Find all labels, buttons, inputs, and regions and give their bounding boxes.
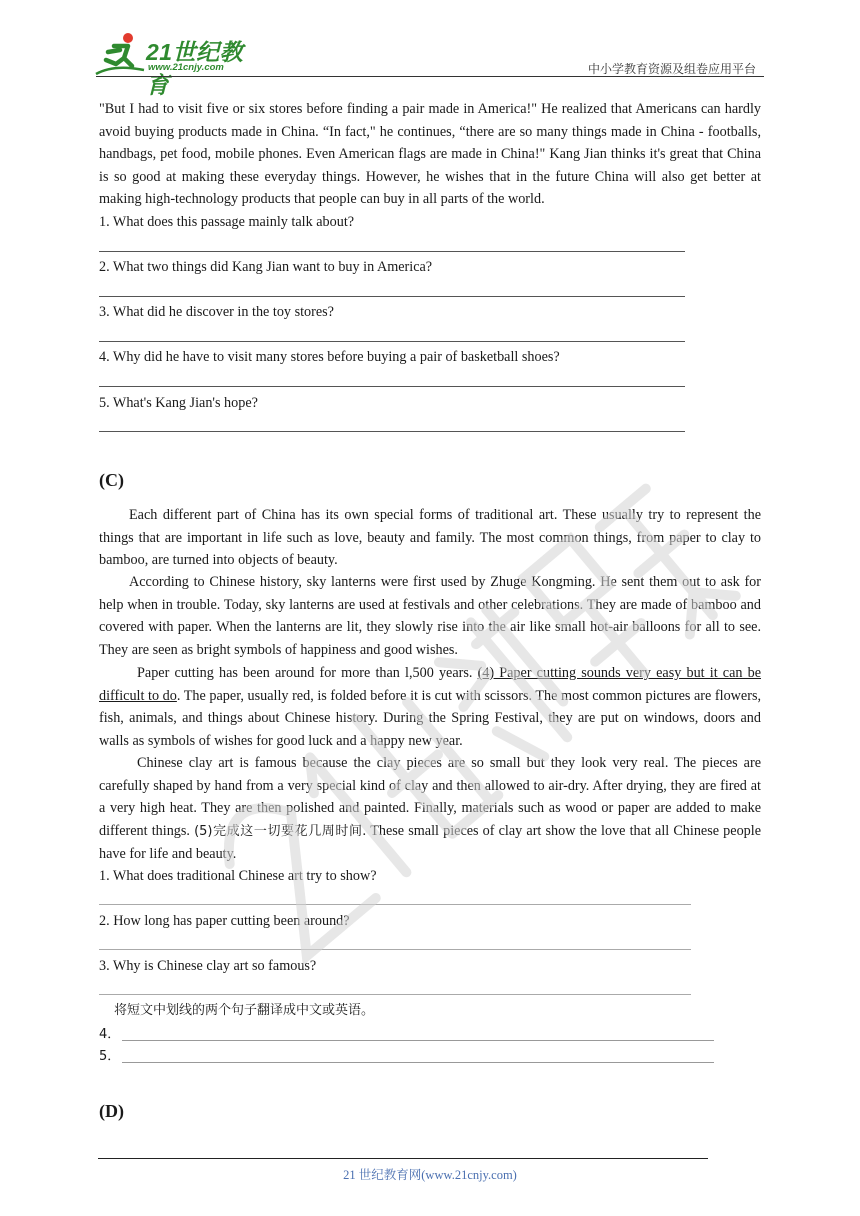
translation-instruction: 将短文中划线的两个句子翻译成中文或英语。 xyxy=(114,1003,375,1018)
question-b4: 4. Why did he have to visit many stores before buying a pair of basketball shoes? xyxy=(99,349,560,365)
answer-line-c1[interactable] xyxy=(99,904,691,905)
question-b5: 5. What's Kang Jian's hope? xyxy=(99,395,258,411)
question-c2: 2. How long has paper cutting been around? xyxy=(99,913,350,929)
question-c1: 1. What does traditional Chinese art try to show? xyxy=(99,868,377,884)
translation-label-5: 5． xyxy=(99,1049,121,1064)
translation-line-4[interactable] xyxy=(122,1040,714,1041)
answer-line-b3[interactable] xyxy=(99,341,685,342)
answer-line-c3[interactable] xyxy=(99,994,691,995)
logo-url: www.21cnjy.com xyxy=(148,62,224,73)
p3-text-start: Paper cutting has been around for more than l,500 years. xyxy=(137,665,478,681)
question-b2: 2. What two things did Kang Jian want to buy in America? xyxy=(99,259,433,275)
translation-line-5[interactable] xyxy=(122,1062,714,1063)
p3-text-end: . The paper, usually red, is folded before it is cut with scissors. The most common pictures are flowers, fish, animals, and things about Chinese history. During the Spring Festival, they are put on windows, doors and walls as symbols of wishes for good luck and a happy new year. xyxy=(99,687,762,749)
chinese-sentence-5: (5)完成这一切要花几周时间 xyxy=(194,823,363,839)
footer-text: 21 世纪教育网(www.21cnjy.com) xyxy=(343,1168,517,1182)
footer-divider xyxy=(98,1158,708,1159)
section-heading-d: (D) xyxy=(99,1101,124,1121)
question-b3: 3. What did he discover in the toy stores? xyxy=(99,304,334,320)
section-heading-c: (C) xyxy=(99,470,124,490)
question-c3: 3. Why is Chinese clay art so famous? xyxy=(99,958,317,974)
answer-line-b5[interactable] xyxy=(99,431,685,432)
passage-c-paragraph-1: Each different part of China has its own special forms of traditional art. These usually try to represent the things that are important in life such as love, beauty and family. The most common things, from paper to clay to bamboo, are turned into objects of beauty. xyxy=(99,507,761,569)
logo-text: 21世纪教育 xyxy=(146,39,244,98)
underlined-sentence-4: (4) Paper cutting sounds very easy but it can be difficult to do xyxy=(99,665,761,704)
passage-c-paragraph-2: According to Chinese history, sky lanterns were first used by Zhuge Kongming. He sent them out to ask for help when in trouble. Today, sky lanterns are used at festivals and other celebrations. They are made of bamboo and covered with paper. When the lanterns are lit, they slowly rise into the air like small hot-air balloons for all to see. They are seen as bright symbols of happiness and good wishes. xyxy=(99,574,761,658)
platform-title: 中小学教育资源及组卷应用平台 xyxy=(587,62,756,76)
passage-b-paragraph: "But I had to visit five or six stores before finding a pair made in America!" He realized that Americans can hardly avoid buying products made in China. “In fact," he continues, “there are so many things made in China - footballs, handbags, pet food, mobile phones. Even American flags are made in China!" Kang Jian thinks it's great that China is so good at making these everyday things. However, he wishes that in the future China will also get better at making high-technology products that people can buy in all parts of the world. xyxy=(99,101,761,208)
header-divider xyxy=(96,76,764,77)
p4-text-start: Chinese clay art is famous because the clay pieces are so small but they look very real. The pieces are carefully shaped by hand from a very special kind of clay and then allowed to air-dry. After drying, they are fired at a very high heat. They are then polished and painted. Finally, materials such as wood or paper are added to make different things. xyxy=(99,755,761,839)
answer-line-b2[interactable] xyxy=(99,296,685,297)
passage-c-paragraph-3 xyxy=(99,662,761,752)
question-b1: 1. What does this passage mainly talk about? xyxy=(99,214,355,230)
answer-line-c2[interactable] xyxy=(99,949,691,950)
p4-text-end: . These small pieces of clay art show the love that all Chinese people have for life and beauty. xyxy=(99,822,761,863)
answer-line-b1[interactable] xyxy=(99,251,685,252)
translation-label-4: 4． xyxy=(99,1027,121,1042)
passage-c-paragraph-4 xyxy=(99,752,761,866)
runner-logo-icon xyxy=(94,30,146,78)
site-logo xyxy=(94,30,264,98)
answer-line-b4[interactable] xyxy=(99,386,685,387)
